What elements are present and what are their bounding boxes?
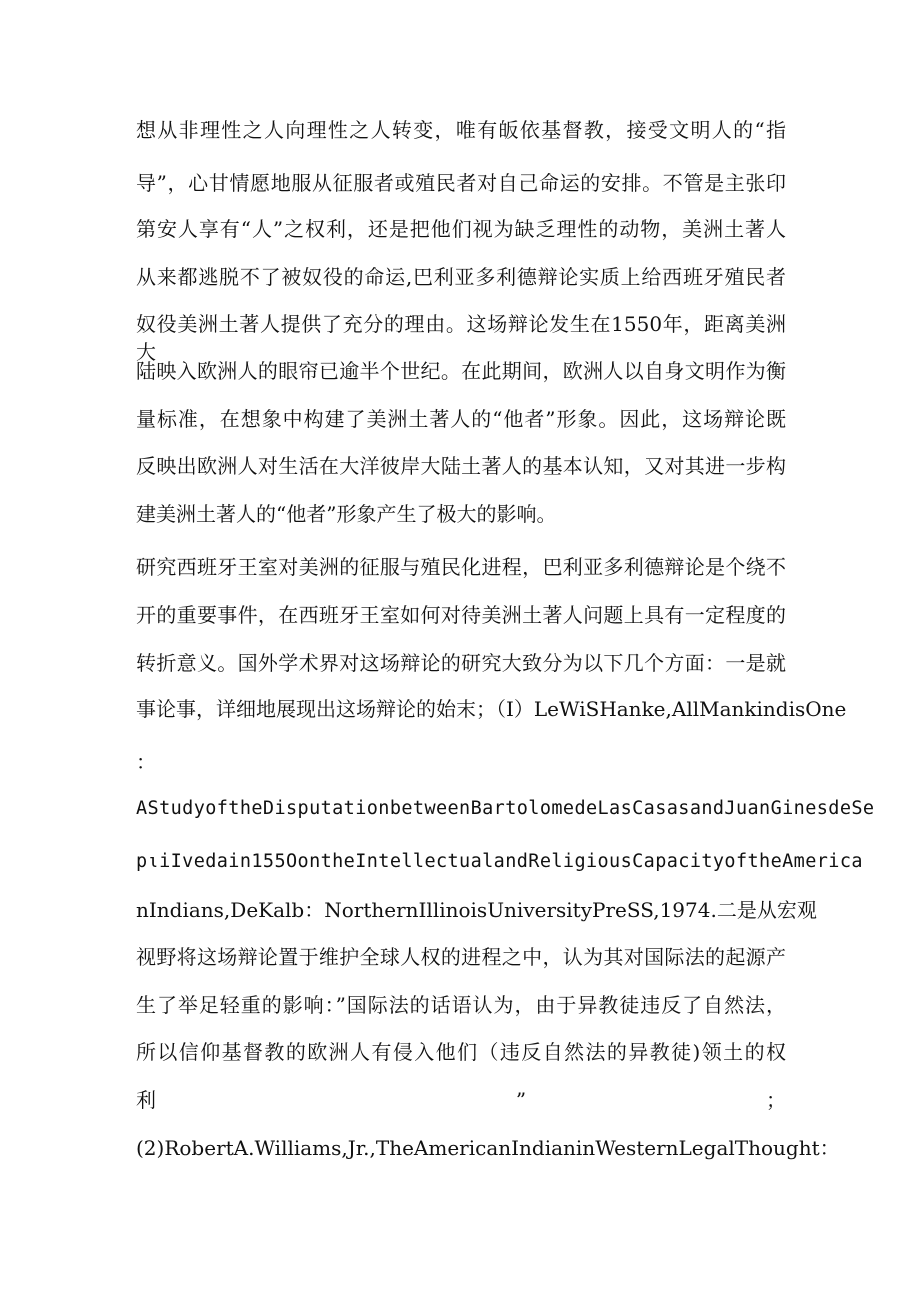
citation-line: nIndians,DeKalb：NorthernIllinoisUniversityPreSS,1974.二是从宏观 — [136, 898, 817, 922]
text-line: 从来都逃脱不了被奴役的命运,巴利亚多利德辩论实质上给西班牙殖民者 — [136, 265, 786, 289]
text-line: 奴役美洲土著人提供了充分的理由。这场辩论发生在1550年，距离美洲大 — [136, 312, 786, 364]
split-left: 利 — [136, 1088, 156, 1112]
text-line: 导”，心甘情愿地服从征服者或殖民者对自己命运的安排。不管是主张印 — [136, 171, 786, 195]
text-line: 开的重要事件，在西班牙王室如何对待美洲土著人问题上具有一定程度的 — [136, 603, 786, 627]
text-line: 生了举足轻重的影响：”国际法的话语认为，由于异教徒违反了自然法， — [136, 993, 786, 1017]
split-middle: ” — [515, 1088, 527, 1112]
citation-line: pιiIvedain155OontheIntellectualandReligiousCapacityoftheAmerica — [136, 851, 863, 872]
text-line: 量标准，在想象中构建了美洲土著人的“他者”形象。因此，这场辩论既 — [136, 407, 786, 431]
citation-line: (2)RobertA.Williams,Jr.,TheAmericanIndianinWesternLegalThought： — [136, 1136, 840, 1160]
text-line: 陆映入欧洲人的眼帘已逾半个世纪。在此期间，欧洲人以自身文明作为衡 — [136, 359, 786, 383]
text-line: 反映出欧洲人对生活在大洋彼岸大陆土著人的基本认知，又对其进一步构 — [136, 454, 786, 478]
text-line: 转折意义。国外学术界对这场辩论的研究大致分为以下几个方面：一是就 — [136, 651, 786, 675]
citation-line: AStudyoftheDisputationbetweenBartolomedeLasCasasandJuanGinesdeSe — [136, 798, 875, 819]
text-line: 想从非理性之人向理性之人转变，唯有皈依基督教，接受文明人的“指 — [136, 118, 786, 142]
text-line: ： — [136, 750, 156, 774]
text-line-split — [136, 1086, 786, 1114]
text-line: 视野将这场辩论置于维护全球人权的进程之中，认为其对国际法的起源产 — [136, 945, 786, 969]
text-line: 所以信仰基督教的欧洲人有侵入他们（违反自然法的异教徒)领土的权 — [136, 1040, 786, 1064]
text-line: 第安人享有“人”之权利，还是把他们视为缺乏理性的动物，美洲土著人 — [136, 217, 786, 241]
split-right: ； — [765, 1088, 786, 1112]
text-line: 研究西班牙王室对美洲的征服与殖民化进程，巴利亚多利德辩论是个绕不 — [136, 555, 786, 579]
text-line: 事论事，详细地展现出这场辩论的始末；（I）LeWiSHanke,AllMankindisOne — [136, 697, 847, 721]
text-line: 建美洲土著人的“他者”形象产生了极大的影响。 — [136, 502, 557, 526]
